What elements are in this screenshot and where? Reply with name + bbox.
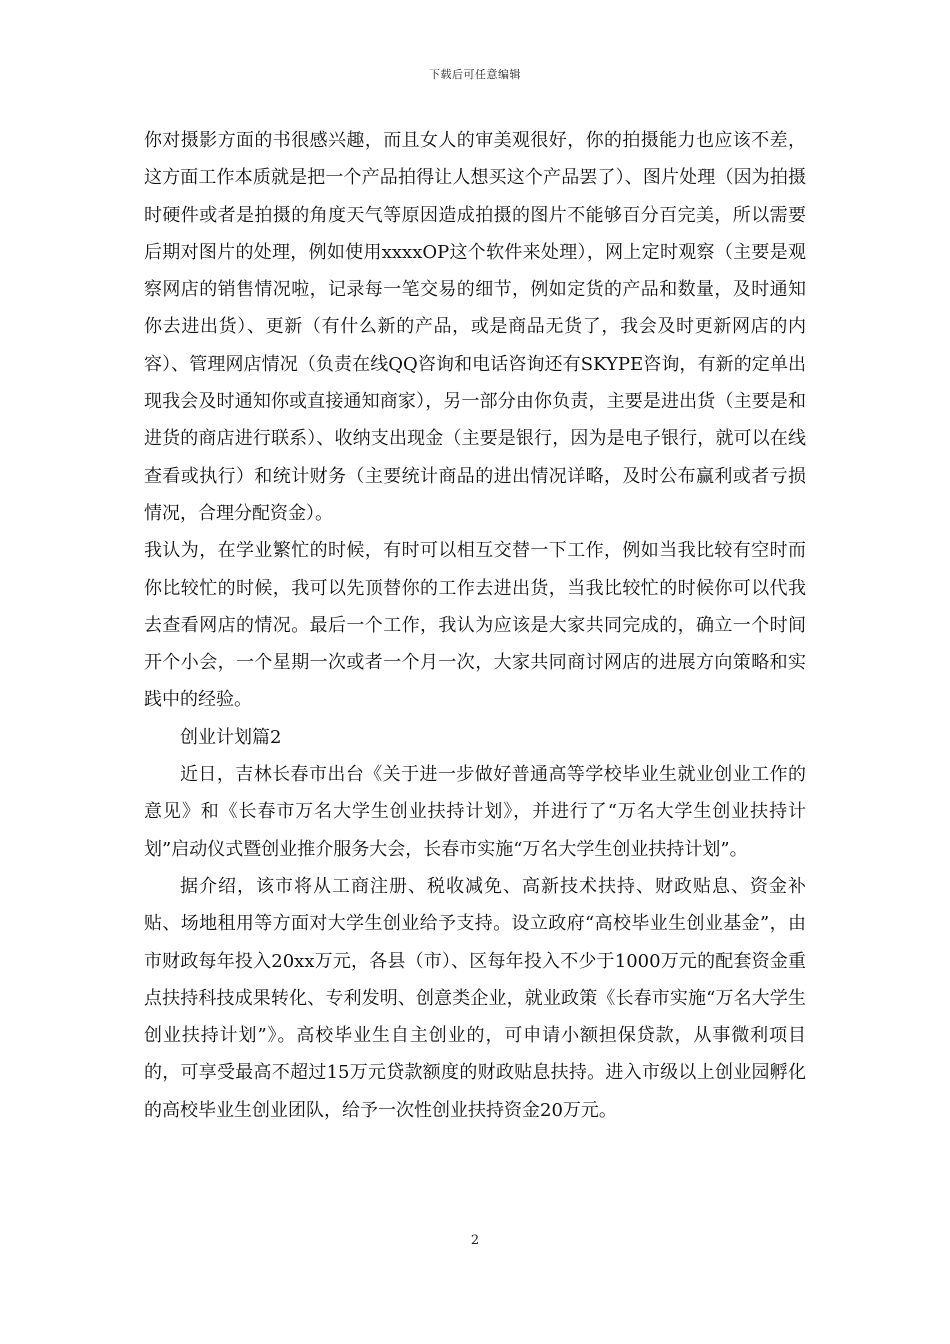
page-header: 下载后可任意编辑 xyxy=(429,68,521,81)
document-body xyxy=(144,122,806,1129)
paragraph-policy-details: 据介绍，该市将从工商注册、税收减免、高新技术扶持、财政贴息、资金补贴、场地租用等方面对大学生创业给予支持。设立政府“高校毕业生创业基金”，由市财政每年投入20xx万元，各县（市）、区每年投入不少于1000万元的配套资金重点扶持科技成果转化、专利发明、创意类企业，就业政策《长春市实施“万名大学生创业扶持计划”》。高校毕业生自主创业的，可申请小额担保贷款，从事微利项目的，可享受最高不超过15万元贷款额度的财政贴息扶持。进入市级以上创业园孵化的高校毕业生创业团队，给予一次性创业扶持资金20万元。 xyxy=(144,875,806,1121)
paragraph-policy-intro: 近日，吉林长春市出台《关于进一步做好普通高等学校毕业生就业创业工作的意见》和《长春市万名大学生创业扶持计划》，并进行了“万名大学生创业扶持计划”启动仪式暨创业推介服务大会，长春市实施“万名大学生创业扶持计划”。 xyxy=(144,764,806,860)
paragraph-continuation: 你对摄影方面的书很感兴趣，而且女人的审美观很好，你的拍摄能力也应该不差，这方面工作本质就是把一个产品拍得让人想买这个产品罢了）、图片处理（因为拍摄时硬件或者是拍摄的角度天气等原因造成拍摄的图片不能够百分百完美，所以需要后期对图片的处理，例如使用xxxxOP这个软件来处理），网上定时观察（主要是观察网店的销售情况啦，记录每一笔交易的细节，例如定货的产品和数量，及时通知你去进出货）、更新（有什么新的产品，或是商品无货了，我会及时更新网店的内容）、管理网店情况（负责在线QQ咨询和电话咨询还有SKYPE咨询，有新的定单出现我会及时通知你或直接通知商家），另一部分由你负责，主要是进出货（主要是和进货的商店进行联系）、收纳支出现金（主要是银行，因为是电子银行，就可以在线查看或执行）和统计财务（主要统计商品的进出情况详略，及时公布赢利或者亏损情况，合理分配资金）。 xyxy=(144,130,806,524)
page-number: 2 xyxy=(470,1233,480,1248)
paragraph-work-rotation: 我认为，在学业繁忙的时候，有时可以相互交替一下工作，例如当我比较有空时而你比较忙的时候，我可以先顶替你的工作去进出货，当我比较忙的时候你可以代我去查看网店的情况。最后一个工作，我认为应该是大家共同完成的，确立一个时间开个小会，一个星期一次或者一个月一次，大家共同商讨网店的进展方向策略和实践中的经验。 xyxy=(144,540,806,711)
section-heading: 创业计划篇2 xyxy=(180,726,282,748)
